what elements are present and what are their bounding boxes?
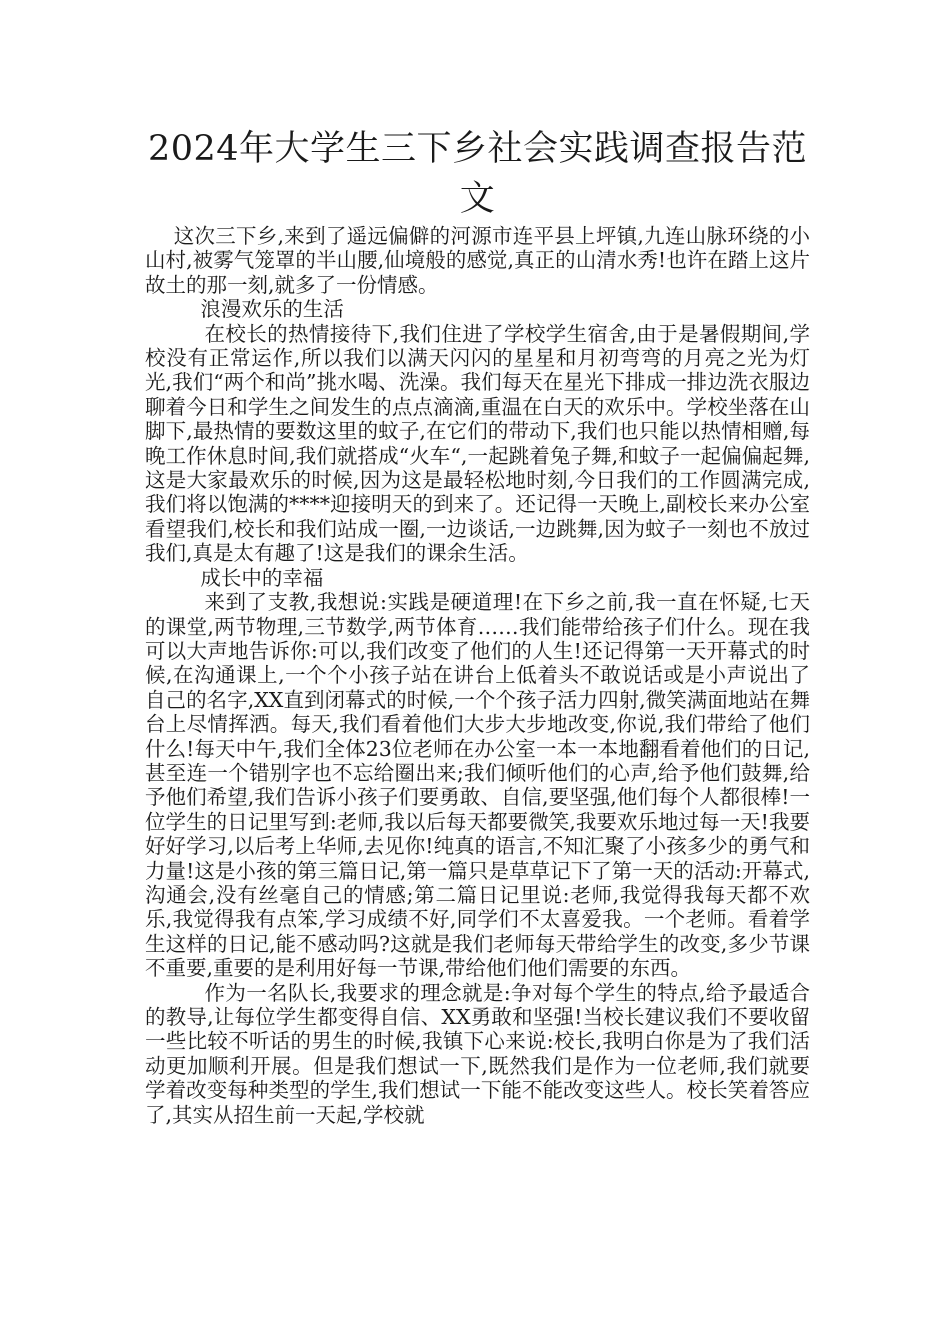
document-body xyxy=(145,224,810,1127)
body-paragraph: 在校长的热情接待下,我们住进了学校学生宿舍,由于是暑假期间,学校没有正常运作,所以我们以满天闪闪的星星和月初弯弯的月亮之光为灯光,我们“两个和尚”挑水喝、洗澡。我们每天在星光下排成一排边洗衣服边聊着今日和学生之间发生的点点滴滴,重温在白天的欢乐中。学校坐落在山脚下,最热情的要数这里的蚊子,在它们的带动下,我们也只能以热情相赠,每晚工作休息时间,我们就搭成“火车“,一起跳着兔子舞,和蚊子一起偏偏起舞,这是大家最欢乐的时候,因为这是最轻松地时刻,今日我们的工作圆满完成,我们将以饱满的****迎接明天的到来了。还记得一天晚上,副校长来办公室看望我们,校长和我们站成一圈,一边谈话,一边跳舞,因为蚊子一刻也不放过我们,真是太有趣了!这是我们的课余生活。 xyxy=(145,321,810,566)
body-paragraph: 作为一名队长,我要求的理念就是:争对每个学生的特点,给予最适合的教导,让每位学生都变得自信、XX勇敢和坚强!当校长建议我们不要收留一些比较不听话的男生的时候,我镇下心来说:校长,我明白你是为了我们活动更加顺利开展。但是我们想试一下,既然我们是作为一位老师,我们就要学着改变每种类型的学生,我们想试一下能不能改变这些人。校长笑着答应了,其实从招生前一天起,学校就 xyxy=(145,980,810,1127)
document-title: 2024年大学生三下乡社会实践调查报告范文 xyxy=(147,129,808,219)
section-heading-growing-happiness: 成长中的幸福 xyxy=(200,565,324,590)
body-paragraph: 来到了支教,我想说:实践是硬道理!在下乡之前,我一直在怀疑,七天的课堂,两节物理,三节数学,两节体育……我们能带给孩子们什么。现在我可以大声地告诉你:可以,我们改变了他们的人生!还记得第一天开幕式的时候,在沟通课上,一个个小孩子站在讲台上低着头不敢说话或是小声说出了自己的名字,XX直到闭幕式的时候,一个个孩子活力四射,微笑满面地站在舞台上尽情挥洒。每天,我们看着他们大步大步地改变,你说,我们带给了他们什么!每天中午,我们全体23位老师在办公室一本一本地翻看着他们的日记,甚至连一个错别字也不忘给圈出来;我们倾听他们的心声,给予他们鼓舞,给予他们希望,我们告诉小孩子们要勇敢、自信,要坚强,他们每个人都很棒!一位学生的日记里写到:老师,我以后每天都要微笑,我要欢乐地过每一天!我要好好学习,以后考上华师,去见你!纯真的语言,不知汇聚了小孩多少的勇气和力量!这是小孩的第三篇日记,第一篇只是草草记下了第一天的活动:开幕式,沟通会,没有丝毫自己的情感;第二篇日记里说:老师,我觉得我每天都不欢乐,我觉得我有点笨,学习成绩不好,同学们不太喜爱我。一个老师。看着学生这样的日记,能不感动吗?这就是我们老师每天带给学生的改变,多少节课不重要,重要的是利用好每一节课,带给他们他们需要的东西。 xyxy=(145,590,810,981)
intro-paragraph: 这次三下乡,来到了遥远偏僻的河源市连平县上坪镇,九连山脉环绕的小山村,被雾气笼罩的半山腰,仙境般的感觉,真正的山清水秀!也许在踏上这片故土的那一刻,就多了一份情感。 xyxy=(145,224,810,297)
section-heading-romantic-life: 浪漫欢乐的生活 xyxy=(200,297,344,322)
document-page xyxy=(145,124,810,1127)
